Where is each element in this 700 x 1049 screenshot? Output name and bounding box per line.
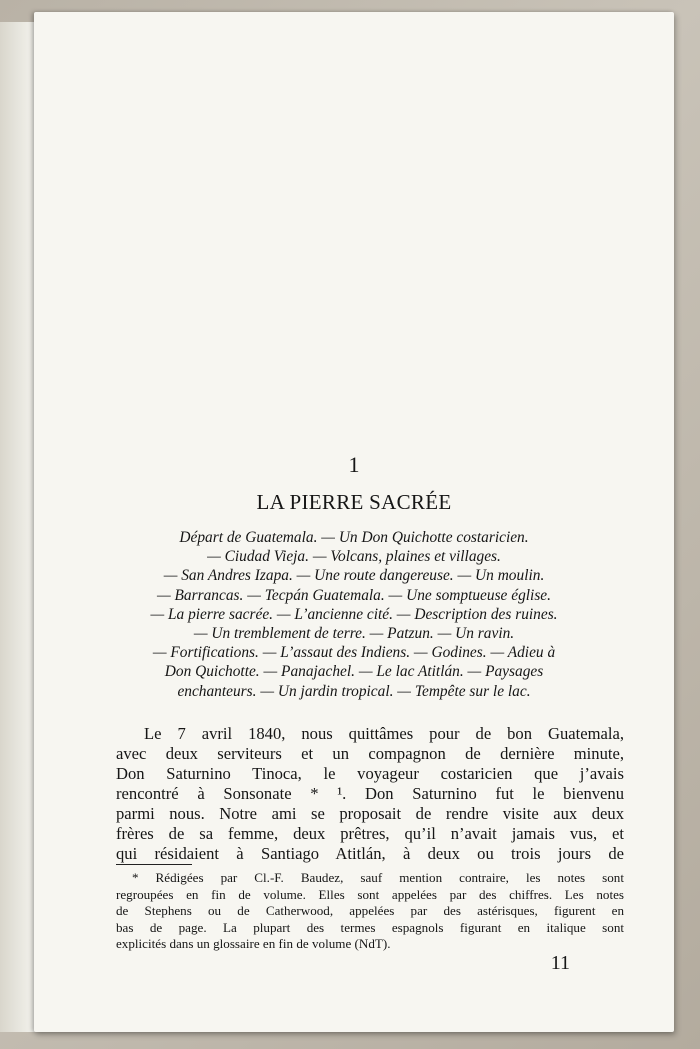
body-line: qui résidaient à Santiago Atitlán, à deux ou trois jours de	[116, 844, 624, 863]
body-line: rencontré à Sonsonate * ¹. Don Saturnino fut le bienvenu	[116, 784, 624, 803]
footnote-line: regroupées en fin de volume. Elles sont appelées par des chiffres. Les notes	[116, 886, 624, 902]
summary-line: — Un tremblement de terre. — Patzun. — Un ravin.	[193, 625, 515, 643]
chapter-summary	[104, 528, 604, 701]
chapter-number: 1	[348, 452, 360, 477]
footnote-line: de Stephens ou de Catherwood, appelées par des astérisques, figurent en	[116, 903, 624, 919]
body-line: avec deux serviteurs et un compagnon de dernière minute,	[116, 744, 624, 763]
summary-line: — Ciudad Vieja. — Volcans, plaines et villages.	[207, 548, 501, 566]
footnote	[116, 870, 624, 953]
page-number: 11	[550, 952, 570, 974]
body-line: parmi nous. Notre ami se proposait de rendre visite aux deux	[116, 804, 624, 823]
summary-line: Don Quichotte. — Panajachel. — Le lac Atitlán. — Paysages	[164, 663, 544, 681]
book-page	[34, 12, 674, 1032]
chapter-title: LA PIERRE SACRÉE	[256, 490, 452, 514]
body-line: frères de sa femme, deux prêtres, qu’il n’avait jamais vus, et	[116, 824, 624, 843]
footnote-line: explicités dans un glossaire en fin de volume (NdT).	[116, 936, 391, 952]
body-line: Don Saturnino Tinoca, le voyageur costaricien que j’avais	[116, 764, 624, 783]
summary-line: — San Andres Izapa. — Une route dangereuse. — Un moulin.	[163, 567, 545, 585]
footnote-line: * Rédigées par Cl.-F. Baudez, sauf mention contraire, les notes sont	[132, 870, 624, 885]
summary-line: — Fortifications. — L’assaut des Indiens. — Godines. — Adieu à	[152, 644, 556, 662]
footnote-divider	[116, 864, 192, 865]
facing-page-edge	[0, 22, 37, 1032]
summary-line: — Barrancas. — Tecpán Guatemala. — Une somptueuse église.	[156, 586, 551, 604]
footnote-line: bas de page. La plupart des termes espagnols figurant en italique sont	[116, 919, 624, 935]
summary-line: enchanteurs. — Un jardin tropical. — Tempête sur le lac.	[177, 682, 531, 700]
summary-line: Départ de Guatemala. — Un Don Quichotte costaricien.	[179, 529, 529, 546]
summary-line: — La pierre sacrée. — L’ancienne cité. — Description des ruines.	[150, 605, 558, 623]
body-line: Le 7 avril 1840, nous quittâmes pour de bon Guatemala,	[144, 724, 624, 743]
body-paragraph	[116, 724, 624, 864]
